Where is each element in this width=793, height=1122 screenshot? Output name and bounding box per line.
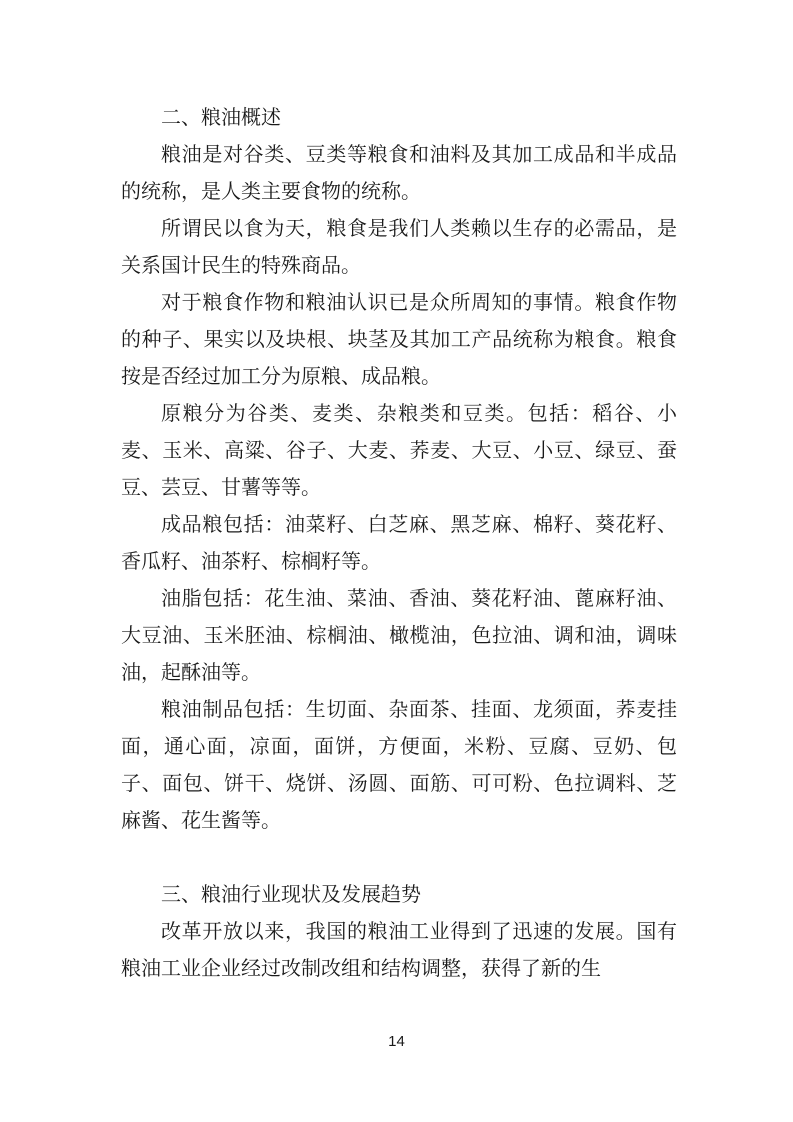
- paragraph: 粮油制品包括：生切面、杂面茶、挂面、龙须面，荞麦挂面，通心面，凉面，面饼，方便面，米粉、豆腐、豆奶、包子、面包、饼干、烧饼、汤圆、面筋、可可粉、色拉调料、芝麻酱、花生酱等。: [121, 697, 677, 832]
- paragraph: 改革开放以来，我国的粮油工业得到了迅速的发展。国有粮油工业企业经过改制改组和结构调整，获得了新的生: [121, 919, 677, 980]
- paragraph: 对于粮食作物和粮油认识已是众所周知的事情。粮食作物的种子、果实以及块根、块茎及其加工产品统称为粮食。粮食按是否经过加工分为原粮、成品粮。: [121, 290, 677, 388]
- section-heading-industry-status: 三、粮油行业现状及发展趋势: [161, 882, 421, 906]
- paragraph: 所谓民以食为天，粮食是我们人类赖以生存的必需品，是关系国计民生的特殊商品。: [121, 216, 677, 277]
- section-heading-overview: 二、粮油概述: [161, 105, 281, 129]
- paragraph: 原粮分为谷类、麦类、杂粮类和豆类。包括：稻谷、小麦、玉米、高粱、谷子、大麦、荞麦、大豆、小豆、绿豆、蚕豆、芸豆、甘薯等等。: [121, 401, 677, 499]
- section-spacer: [121, 839, 677, 876]
- paragraph: 油脂包括：花生油、菜油、香油、葵花籽油、蓖麻籽油、大豆油、玉米胚油、棕榈油、橄榄油，色拉油、调和油，调味油，起酥油等。: [121, 586, 677, 684]
- paragraph: 粮油是对谷类、豆类等粮食和油料及其加工成品和半成品的统称，是人类主要食物的统称。: [121, 142, 677, 203]
- page-body: [121, 99, 677, 987]
- paragraph: 成品粮包括：油菜籽、白芝麻、黑芝麻、棉籽、葵花籽、香瓜籽、油茶籽、棕榈籽等。: [121, 512, 677, 573]
- page-number: 14: [388, 1033, 405, 1050]
